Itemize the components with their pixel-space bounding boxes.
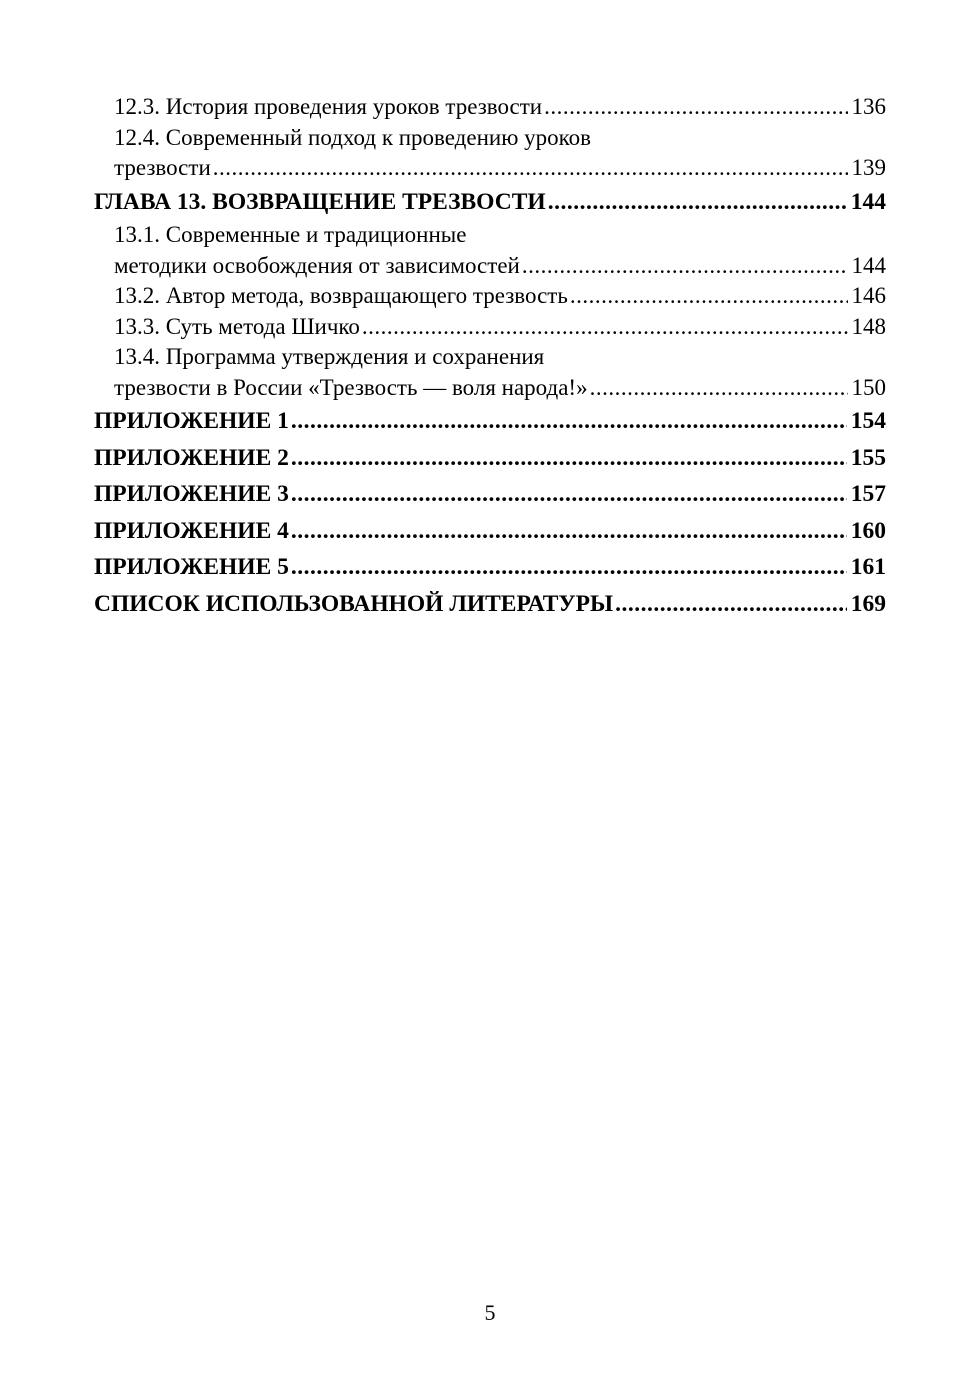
dot-leader xyxy=(615,586,847,623)
toc-entry-title: 13.3. Суть метода Шичко xyxy=(114,313,360,339)
toc-entry[interactable] xyxy=(94,92,886,123)
toc-entry[interactable] xyxy=(94,184,886,221)
toc-entry-title: 13.1. Современные и традиционные xyxy=(114,222,467,247)
toc-line xyxy=(114,312,886,343)
toc-entry-page: 148 xyxy=(851,313,886,339)
toc-entry-page: 144 xyxy=(851,252,886,278)
page-number: 5 xyxy=(484,1300,496,1325)
toc-entry-title: трезвости xyxy=(114,155,211,180)
toc-entry-page: 160 xyxy=(850,517,886,544)
dot-leader xyxy=(291,476,847,513)
toc-entry-title: СПИСОК ИСПОЛЬЗОВАННОЙ ЛИТЕРАТУРЫ xyxy=(94,590,614,617)
toc-entry-title: 12.4. Современный подход к проведению уроков xyxy=(114,124,592,150)
toc-line xyxy=(94,513,886,550)
toc-entry[interactable] xyxy=(94,342,886,403)
toc-entry[interactable] xyxy=(94,312,886,343)
dot-leader xyxy=(291,440,847,477)
dot-leader xyxy=(570,281,848,312)
toc-entry-title: ГЛАВА 13. ВОЗВРАЩЕНИЕ ТРЕЗВОСТИ xyxy=(94,188,546,215)
toc-entry[interactable] xyxy=(94,123,886,184)
toc-entry-page: 154 xyxy=(850,408,886,434)
toc-entry-page: 136 xyxy=(851,94,886,119)
toc-entry-page: 139 xyxy=(851,155,886,180)
toc-entry[interactable] xyxy=(94,476,886,513)
table-of-contents xyxy=(94,92,886,622)
toc-entry-page: 150 xyxy=(851,374,886,400)
toc-line xyxy=(114,220,886,251)
toc-line xyxy=(94,403,886,440)
toc-line xyxy=(114,281,886,312)
toc-entry[interactable] xyxy=(94,586,886,623)
toc-line xyxy=(114,123,886,154)
dot-leader xyxy=(544,92,847,123)
toc-entry-title: ПРИЛОЖЕНИЕ 2 xyxy=(94,444,289,471)
toc-entry-title: ПРИЛОЖЕНИЕ 3 xyxy=(94,481,289,507)
dot-leader xyxy=(291,513,847,550)
toc-line xyxy=(94,476,886,513)
toc-line xyxy=(114,373,886,404)
toc-entry-page: 161 xyxy=(850,554,886,580)
toc-entry[interactable] xyxy=(94,513,886,550)
toc-line xyxy=(114,342,886,373)
dot-leader xyxy=(213,153,848,184)
toc-entry-title: методики освобождения от зависимостей xyxy=(114,252,520,278)
dot-leader xyxy=(522,251,848,282)
toc-line xyxy=(114,251,886,282)
toc-entry-page: 157 xyxy=(850,481,886,507)
toc-entry[interactable] xyxy=(94,440,886,477)
toc-entry-title: ПРИЛОЖЕНИЕ 1 xyxy=(94,408,289,434)
toc-line xyxy=(114,92,886,123)
toc-entry-page: 155 xyxy=(850,444,886,471)
dot-leader xyxy=(548,184,847,221)
dot-leader xyxy=(291,403,847,440)
dot-leader xyxy=(291,549,847,586)
toc-line xyxy=(114,153,886,184)
toc-line xyxy=(94,440,886,477)
dot-leader xyxy=(362,312,848,343)
toc-entry-title: 13.2. Автор метода, возвращающего трезвость xyxy=(114,283,568,308)
toc-entry[interactable] xyxy=(94,403,886,440)
toc-entry-title: ПРИЛОЖЕНИЕ 4 xyxy=(94,517,289,544)
toc-entry[interactable] xyxy=(94,281,886,312)
toc-entry-page: 144 xyxy=(850,188,886,215)
toc-entry-title: 12.3. История проведения уроков трезвости xyxy=(114,94,543,119)
toc-entry-page: 146 xyxy=(851,283,886,308)
toc-line xyxy=(94,549,886,586)
toc-entry-page: 169 xyxy=(850,590,886,617)
toc-entry-title: трезвости в России «Трезвость — воля народа!» xyxy=(114,374,588,400)
toc-entry-title: ПРИЛОЖЕНИЕ 5 xyxy=(94,554,289,580)
dot-leader xyxy=(590,373,848,404)
toc-line xyxy=(94,184,886,221)
toc-entry[interactable] xyxy=(94,549,886,586)
toc-entry-title: 13.4. Программа утверждения и сохранения xyxy=(114,344,545,369)
toc-entry[interactable] xyxy=(94,220,886,281)
toc-line xyxy=(94,586,886,623)
